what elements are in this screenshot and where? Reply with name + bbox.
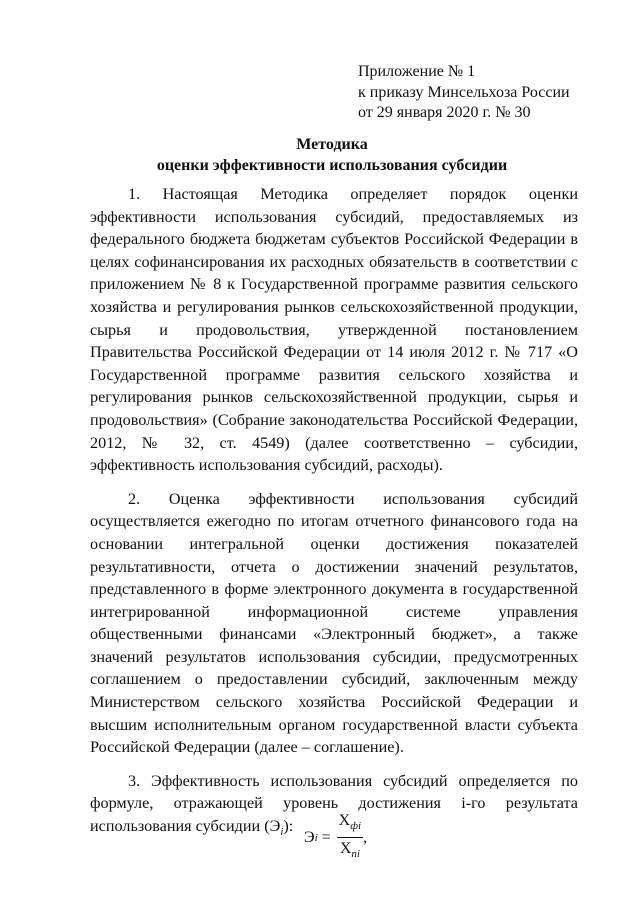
- paragraph-2: 2. Оценка эффективности использования субсидий осуществляется ежегодно по итогам отчетного финансового года на основании интегральной оценки достижения показателей результативности, отчета о достижении значений результатов, представленного в форме электронного документа в государственной интегрированной информационной системе управления общественными финансами «Электронный бюджет», а также значений результатов использования субсидии, предусмотренных соглашением о предоставлении субсидий, заключенным между Министерством сельского хозяйства Российской Федерации и высшим исполнительным органом государственной власти субъекта Российской Федерации (далее – соглашение).: [90, 489, 578, 757]
- paragraph-3-text: 3. Эффективность использования субсидий определяется по формуле, отражающей уровень достижения i-го результата использования субсидии (Э: [90, 771, 578, 836]
- formula-trail: ,: [363, 828, 368, 846]
- denominator-subscript: пi: [351, 848, 360, 861]
- document-body: [90, 183, 578, 858]
- formula-numerator: [337, 812, 363, 838]
- numerator-symbol: Х: [338, 812, 351, 829]
- formula-equals: =: [321, 828, 331, 846]
- formula-denominator: [338, 838, 362, 863]
- formula-lhs: Э: [304, 828, 315, 846]
- formula-fraction: [337, 812, 363, 863]
- formula: [304, 812, 367, 863]
- denominator-symbol: Х: [339, 840, 352, 858]
- title-line-1: Методика: [296, 136, 368, 153]
- paragraph-1: 1. Настоящая Методика определяет порядок оценки эффективности использования субсидий, предоставляемых из федерального бюджета бюджетам субъектов Российской Федерации в целях софинансирования их расходных обязательств в соответствии с приложением № 8 к Государственной программе развития сельского хозяйства и регулирования рынков сельскохозяйственной продукции, сырья и продовольствия, утвержденной постановлением Правительства Российской Федерации от 14 июля 2012 г. № 717 «О Государственной программе развития сельского хозяйства и регулирования рынков сельскохозяйственной продукции, сырья и продовольствия» (Собрание законодательства Российской Федерации, 2012, № 32, ст. 4549) (далее соответственно – субсидии, эффективность использования субсидий, расходы).: [90, 185, 578, 475]
- formula-lhs-subscript: i: [314, 831, 318, 844]
- numerator-subscript: фi: [350, 820, 362, 833]
- annex-header: [358, 62, 570, 124]
- paragraph-3-subscript: i: [280, 826, 284, 839]
- annex-line-1: Приложение № 1: [358, 63, 476, 80]
- document-title: [0, 134, 640, 176]
- title-line-2: оценки эффективности использования субсидии: [156, 157, 508, 174]
- annex-line-3: от 29 января 2020 г. № 30: [358, 104, 531, 121]
- annex-line-2: к приказу Минсельхоза России: [358, 83, 570, 101]
- paragraph-3-end: ):: [283, 817, 294, 836]
